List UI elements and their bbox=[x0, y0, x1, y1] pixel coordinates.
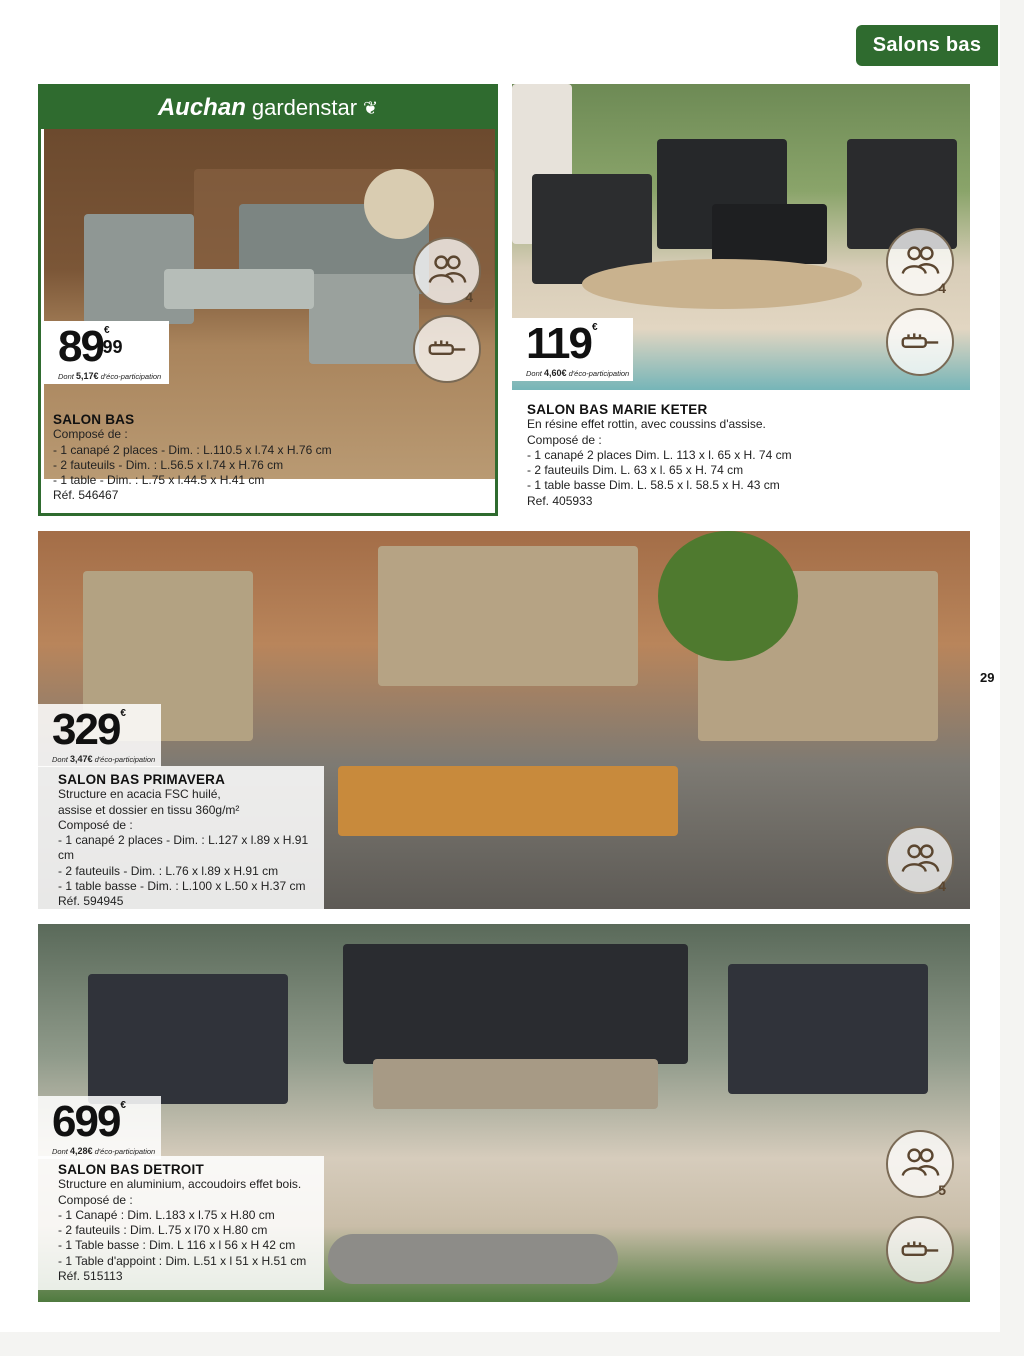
seats-count: 5 bbox=[938, 1182, 946, 1198]
reference: Réf. 546467 bbox=[53, 488, 119, 503]
desc-line: Composé de : bbox=[527, 432, 602, 447]
seats-count: 4 bbox=[938, 878, 946, 894]
currency-symbol: € bbox=[591, 322, 598, 333]
currency-symbol: € bbox=[120, 1100, 126, 1111]
eco-participation: Dont 5,17€ d'éco-participation bbox=[58, 371, 162, 381]
sofa-shape bbox=[343, 944, 688, 1064]
table-shape bbox=[373, 1059, 658, 1109]
brand-name-bold: Auchan bbox=[157, 94, 246, 121]
product-title: SALON BAS DETROIT bbox=[58, 1162, 204, 1177]
price-integer: 329 bbox=[52, 705, 120, 754]
desc-line: Composé de : bbox=[53, 427, 128, 442]
seats-badge bbox=[886, 826, 954, 894]
price-cents: 99 bbox=[102, 337, 123, 357]
reference: Réf. 515113 bbox=[58, 1269, 123, 1284]
seats-count: 4 bbox=[938, 280, 946, 296]
wall-decor bbox=[364, 169, 434, 239]
assembly-badge bbox=[886, 308, 954, 376]
desc-line: - 1 canapé 2 places - Dim. : L.110.5 x l.74 x H.76 cm bbox=[53, 442, 332, 457]
plant-shape bbox=[658, 531, 798, 661]
screwdriver-hand-icon bbox=[424, 326, 470, 372]
price-tag bbox=[38, 1096, 161, 1159]
seats-count: 4 bbox=[465, 289, 473, 305]
desc-line: - 1 table - Dim. : L.75 x l.44.5 x H.41 cm bbox=[53, 473, 265, 488]
people-icon bbox=[897, 837, 943, 883]
table-shape bbox=[164, 269, 314, 309]
assembly-badge bbox=[413, 315, 481, 383]
screwdriver-hand-icon bbox=[897, 1227, 943, 1273]
brand-banner bbox=[41, 87, 495, 129]
armchair-shape bbox=[88, 974, 288, 1104]
page-number: 29 bbox=[980, 670, 995, 685]
eco-participation: Dont 4,28€ d'éco-participation bbox=[52, 1146, 156, 1156]
product-title: SALON BAS MARIE KETER bbox=[527, 402, 708, 417]
price-integer: 119 bbox=[526, 319, 591, 368]
desc-line: - 1 Table d'appoint : Dim. L.51 x l 51 x H.51 cm bbox=[58, 1253, 307, 1268]
product-description bbox=[38, 766, 324, 916]
desc-line: - 1 table basse Dim. L. 58.5 x l. 58.5 x H. 43 cm bbox=[527, 478, 780, 493]
reference: Ref. 405933 bbox=[527, 493, 593, 508]
product-description bbox=[527, 402, 967, 509]
rug-shape bbox=[582, 259, 862, 309]
product-description bbox=[53, 412, 493, 504]
desc-line: - 1 table basse - Dim. : L.100 x L.50 x H.37 cm bbox=[58, 879, 306, 894]
price-integer: 699 bbox=[52, 1097, 120, 1146]
people-icon bbox=[897, 1141, 943, 1187]
desc-line: Composé de : bbox=[58, 1192, 133, 1207]
leaf-icon: ❦ bbox=[363, 97, 379, 118]
currency-symbol: € bbox=[120, 708, 126, 719]
price-integer: 89 bbox=[58, 322, 103, 371]
desc-line: - 1 canapé 2 places - Dim. : L.127 x l.89 x H.91 cm bbox=[58, 833, 309, 863]
desc-line: - 1 canapé 2 places Dim. L. 113 x l. 65 x H. 74 cm bbox=[527, 447, 792, 462]
desc-line: Structure en aluminium, accoudoirs effet bois. bbox=[58, 1177, 302, 1192]
price-tag bbox=[512, 318, 633, 381]
product-description bbox=[38, 1156, 324, 1290]
eco-participation: Dont 3,47€ d'éco-participation bbox=[52, 754, 156, 764]
armchair-shape bbox=[309, 274, 419, 364]
desc-line: En résine effet rottin, avec coussins d'assise. bbox=[527, 417, 766, 432]
seats-badge bbox=[413, 237, 481, 305]
currency-symbol: € bbox=[103, 325, 110, 336]
desc-line: assise et dossier en tissu 360g/m² bbox=[58, 802, 240, 817]
desc-line: - 2 fauteuils - Dim. : L.56.5 x l.74 x H.76 cm bbox=[53, 457, 284, 472]
product-title: SALON BAS bbox=[53, 412, 135, 427]
desc-line: - 1 Table basse : Dim. L 116 x l 56 x H 42 cm bbox=[58, 1238, 296, 1253]
assembly-badge bbox=[886, 1216, 954, 1284]
table-shape bbox=[712, 204, 827, 264]
people-icon bbox=[897, 239, 943, 285]
eco-participation: Dont 4,60€ d'éco-participation bbox=[526, 368, 630, 378]
seats-badge bbox=[886, 228, 954, 296]
people-icon bbox=[424, 248, 470, 294]
desc-line: - 1 Canapé : Dim. L.183 x l.75 x H.80 cm bbox=[58, 1207, 275, 1222]
armchair-shape bbox=[728, 964, 928, 1094]
screwdriver-hand-icon bbox=[897, 319, 943, 365]
brand-name-light: gardenstar bbox=[251, 95, 358, 120]
desc-line: Structure en acacia FSC huilé, bbox=[58, 787, 221, 802]
desc-line: - 2 fauteuils Dim. L. 63 x l. 65 x H. 74 cm bbox=[527, 463, 744, 478]
reference: Réf. 594945 bbox=[58, 894, 124, 909]
desc-line: - 2 fauteuils - Dim. : L.76 x l.89 x H.91 cm bbox=[58, 863, 279, 878]
product-card-salon-bas bbox=[38, 84, 498, 516]
table-shape bbox=[338, 766, 678, 836]
section-tab: Salons bas bbox=[856, 25, 998, 66]
sofa-shape bbox=[378, 546, 638, 686]
price-tag bbox=[44, 321, 169, 384]
product-title: SALON BAS PRIMAVERA bbox=[58, 772, 226, 787]
stepping-stone bbox=[328, 1234, 618, 1284]
price-tag bbox=[38, 704, 161, 767]
seats-badge bbox=[886, 1130, 954, 1198]
desc-line: - 2 fauteuils : Dim. L.75 x l70 x H.80 cm bbox=[58, 1223, 268, 1238]
desc-line: Composé de : bbox=[58, 817, 133, 832]
